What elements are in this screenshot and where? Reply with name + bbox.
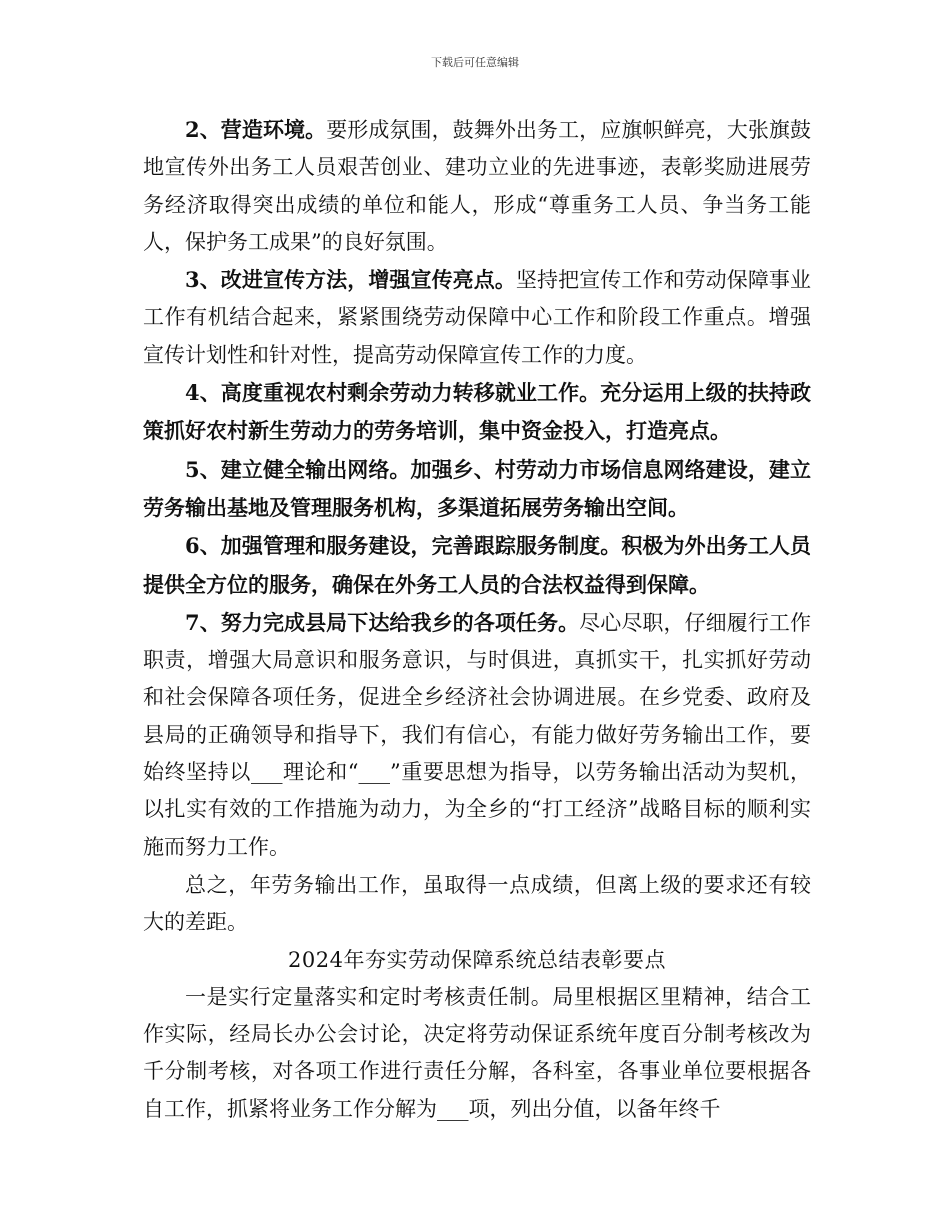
- paragraph-network: [143, 451, 811, 528]
- paragraph-heading: 3、改进宣传方法，增强宣传亮点。: [185, 267, 516, 293]
- paragraph-rural-labor: [143, 374, 811, 451]
- paragraph-heading: 6、加强管理和服务建设，完善跟踪服务制度。积极为外出务工人员提供全方位的服务，确保在外务工人员的合法权益得到保障。: [143, 533, 811, 597]
- paragraph-heading: 5、建立健全输出网络。加强乡、村劳动力市场信息网络建设，建立劳务输出基地及管理服务机构，多渠道拓展劳务输出空间。: [143, 456, 811, 520]
- paragraph-tasks: [143, 604, 811, 866]
- paragraph-text: 要形成氛围，鼓舞外出务工，应旗帜鲜亮，大张旗鼓地宣传外出务工人员艰苦创业、建功立业的先进事迹，表彰奖励进展劳务经济取得突出成绩的单位和能人，形成“尊重务工人员、争当务工能人，保护务工成果”的良好氛围。: [143, 118, 811, 254]
- paragraph-responsibility: 一是实行定量落实和定时考核责任制。局里根据区里精神，结合工作实际，经局长办公会讨论，决定将劳动保证系统年度百分制考核改为千分制考核，对各项工作进行责任分解，各科室，各事业单位要根据各自工作，抓紧将业务工作分解为___项，列出分值，以备年终千: [143, 984, 811, 1121]
- paragraph-summary: [143, 866, 811, 942]
- paragraph-text: 坚持把宣传工作和劳动保障事业工作有机结合起来，紧紧围绕劳动保障中心工作和阶段工作重点。增强宣传计划性和针对性，提高劳动保障宣传工作的力度。: [143, 268, 811, 367]
- paragraph-environment: [143, 111, 811, 261]
- paragraph-heading: 7、努力完成县局下达给我乡的各项任务。: [185, 609, 580, 635]
- paragraph-heading: 2、营造环境。: [185, 117, 327, 142]
- paragraph-publicity: [143, 261, 811, 374]
- paragraph-heading: 4、高度重视农村剩余劳动力转移就业工作。充分运用上级的扶持政策抓好农村新生劳动力的劳务培训，集中资金投入，打造亮点。: [143, 380, 811, 444]
- page-header-note: 下载后可任意编辑: [431, 56, 519, 69]
- document-body: [143, 111, 811, 1128]
- paragraph-text: 尽心尽职，仔细履行工作职责，增强大局意识和服务意识，与时俱进，真抓实干，扎实抓好劳动和社会保障各项任务，促进全乡经济社会协调进展。在乡党委、政府及县局的正确领导和指导下，我们有信心，有能力做好劳务输出工作，要始终坚持以___理论和“___”重要思想为指导，以劳务输出活动为契机，以扎实有效的工作措施为动力，为全乡的“打工经济”战略目标的顺利实施而努力工作。: [143, 610, 811, 859]
- paragraph-text: 总之，年劳务输出工作，虽取得一点成绩，但离上级的要求还有较大的差距。: [143, 872, 811, 935]
- paragraph-management: [143, 527, 811, 604]
- section-title: 2024年夯实劳动保障系统总结表彰要点: [288, 947, 666, 972]
